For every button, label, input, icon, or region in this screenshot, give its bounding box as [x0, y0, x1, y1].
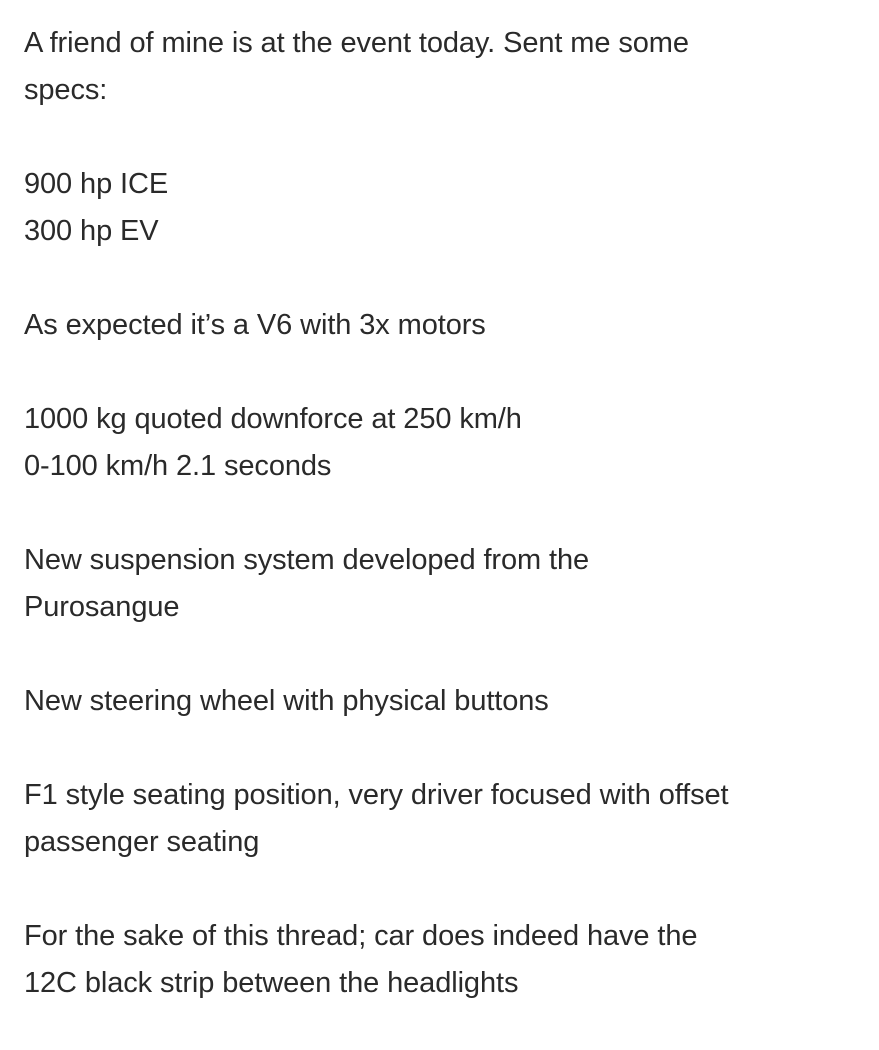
post-text-line: passenger seating [24, 826, 260, 858]
post-text-line: For the sake of this thread; car does indeed have the [24, 920, 698, 952]
paragraph-intro [24, 20, 854, 114]
post-text-line: Purosangue [24, 591, 180, 623]
post-text-line: specs: [24, 74, 108, 106]
post-text-line: 0-100 km/h 2.1 seconds [24, 450, 332, 482]
post-text-line: 900 hp ICE [24, 168, 169, 200]
post-text-line: A friend of mine is at the event today. Sent me some [24, 27, 689, 59]
paragraph-seating [24, 772, 854, 866]
paragraph-design-note [24, 913, 854, 1007]
paragraph-suspension [24, 537, 854, 631]
paragraph-performance [24, 396, 854, 490]
post-text-line: As expected it’s a V6 with 3x motors [24, 309, 486, 341]
paragraph-steering [24, 678, 854, 725]
post-text-line: F1 style seating position, very driver focused with offset [24, 779, 729, 811]
post-text-line: 12C black strip between the headlights [24, 967, 519, 999]
paragraph-power-specs [24, 161, 854, 255]
paragraph-engine [24, 302, 854, 349]
post-text-line: New steering wheel with physical buttons [24, 685, 549, 717]
post-body [24, 20, 854, 1007]
post-text-line: 1000 kg quoted downforce at 250 km/h [24, 403, 522, 435]
post-text-line: 300 hp EV [24, 215, 159, 247]
post-text-line: New suspension system developed from the [24, 544, 590, 576]
